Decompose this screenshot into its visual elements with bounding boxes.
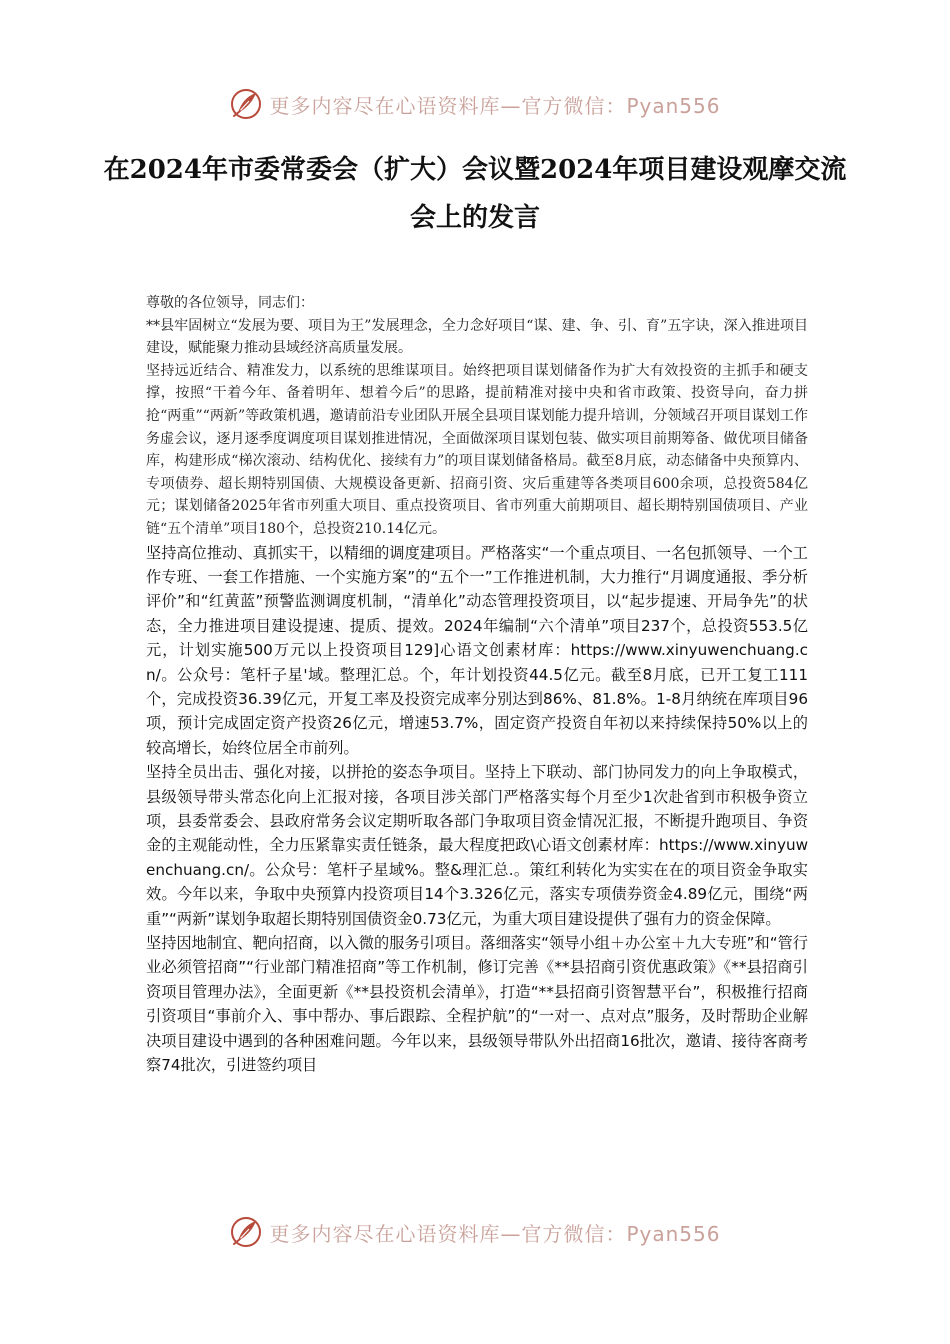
paragraph-intro: **县牢固树立“发展为要、项目为王”发展理念，全力念好项目“谋、建、争、引、育”五字诀，深入推进项目建设，赋能聚力推动县域经济高质量发展。: [146, 317, 808, 357]
paragraph-attract-projects: 坚持因地制宜、靶向招商，以入微的服务引项目。落细落实“领导小组＋办公室＋九大专班”和“管行业必须管招商”“行业部门精准招商”等工作机制，修订完善《**县招商引资优惠政策》《**县招商引资项目管理办法》，全面更新《**县投资机会清单》，打造“**县招商引资智慧平台”，积极推行招商引资项目“事前介入、事中帮办、事后跟踪、全程护航”的“一对一、点对点”服务，及时帮助企业解决项目建设中遇到的各种困难问题。今年以来，县级领导带队外出招商16批次，邀请、接待客商考察74批次，引进签约项目: [146, 934, 808, 1075]
paragraph-compete-projects: 坚持全员出击、强化对接，以拼抢的姿态争项目。坚持上下联动、部门协同发力的向上争取模式，县级领导带头常态化向上汇报对接，各项目涉关部门严格落实每个月至少1次赴省到市积极争资立项，县委常委会、县政府常务会议定期听取各部门争取项目资金情况汇报，不断提升跑项目、争资金的主观能动性，全力压紧靠实责任链条，最大程度把政\心语文创素材库：https://www.xinyuwenchuang.cn/。公众号：笔杆子星域%。整&理汇总.。策红利转化为实实在在的项目资金争取实效。今年以来，争取中央预算内投资项目14个3.326亿元，落实专项债券资金4.89亿元，围绕“两重”“两新”谋划争取超长期特别国债资金0.73亿元，为重大项目建设提供了强有力的资金保障。: [146, 763, 808, 928]
footer-banner: [0, 1210, 950, 1254]
feather-quill-logo-icon: [229, 1215, 263, 1249]
document-body: [146, 292, 808, 1077]
paragraph-plan-projects: 坚持远近结合、精准发力，以系统的思维谋项目。始终把项目谋划储备作为扩大有效投资的主抓手和硬支撑，按照“干着今年、备着明年、想着今后”的思路，提前精准对接中央和省市政策、投资导向，奋力拼抢“两重”“两新”等政策机遇，邀请前沿专业团队开展全县项目谋划能力提升培训，分领域召开项目谋划工作务虚会议，逐月逐季度调度项目谋划推进情况，全面做深项目谋划包装、做实项目前期筹备、做优项目储备库，构建形成“梯次滚动、结构优化、接续有力”的项目谋划储备格局。截至8月底，动态储备中央预算内、专项债券、超长期特别国债、大规模设备更新、招商引资、灾后重建等各类项目600余项，总投资584亿元；谋划储备2025年省市列重大项目、重点投资项目、省市列重大前期项目、超长期特别国债项目、产业链“五个清单”项目180个，总投资210.14亿元。: [146, 362, 808, 537]
document-title: 在2024年市委常委会（扩大）会议暨2024年项目建设观摩交流会上的发言: [103, 155, 847, 233]
banner-text: 更多内容尽在心语资料库—官方微信：Pyan556: [269, 93, 721, 118]
feather-quill-logo-icon: [229, 87, 263, 121]
salutation: 尊敬的各位领导，同志们：: [146, 295, 314, 311]
header-banner: [0, 82, 950, 126]
paragraph-build-projects: 坚持高位推动、真抓实干，以精细的调度建项目。严格落实“一个重点项目、一名包抓领导、一个工作专班、一套工作措施、一个实施方案”的“五个一”工作推进机制，大力推行“月调度通报、季分析评价”和“红黄蓝”预警监测调度机制，“清单化”动态管理投资项目，以“起步提速、开局争先”的状态，全力推进项目建设提速、提质、提效。2024年编制“六个清单”项目237个，总投资553.5亿元，计划实施500万元以上投资项目129]心语文创素材库：https://www.xinyuwenchuang.cn/。公众号：笔杆子星'域。整理汇总。个，年计划投资44.5亿元。截至8月底，已开工复工111个，完成投资36.39亿元，开复工率及投资完成率分别达到86%、81.8%。1-8月纳统在库项目96项，预计完成固定资产投资26亿元，增速53.7%，固定资产投资自年初以来持续保持50%以上的较高增长，始终位居全市前列。: [146, 543, 808, 757]
banner-text: 更多内容尽在心语资料库—官方微信：Pyan556: [269, 1221, 721, 1246]
